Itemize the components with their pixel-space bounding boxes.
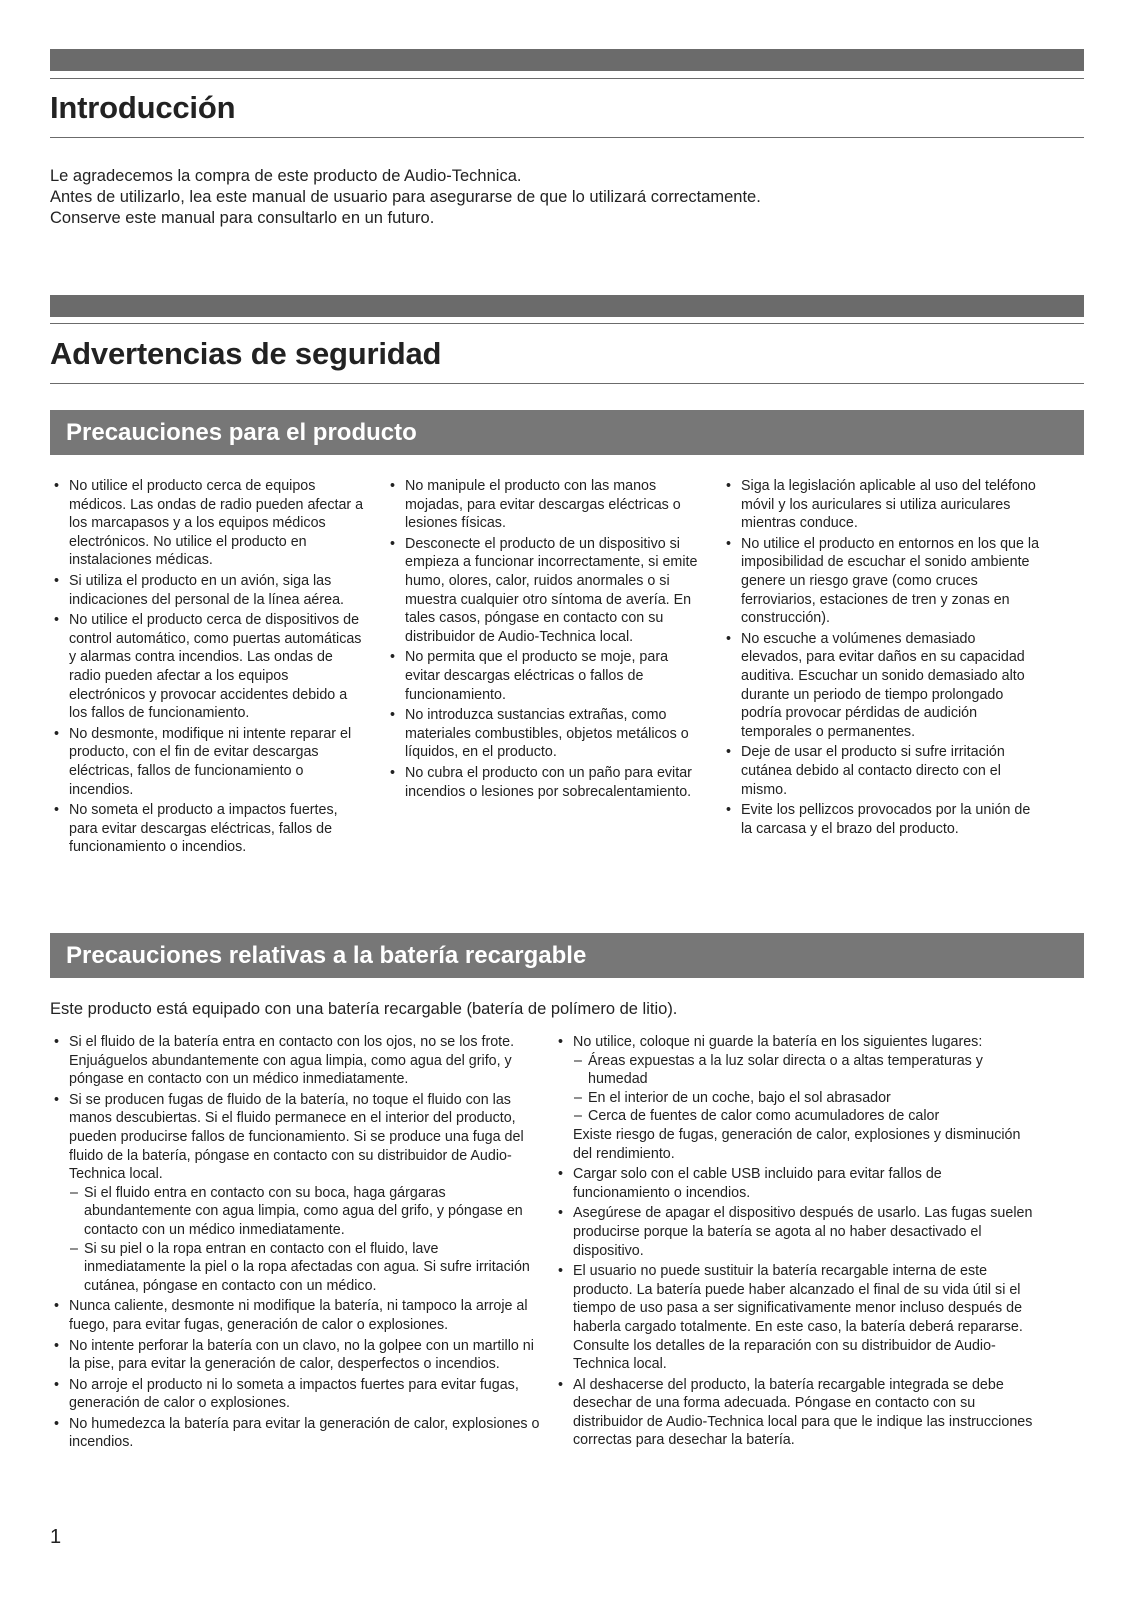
battery-precautions-heading: [50, 933, 1084, 978]
intro-line: Antes de utilizarlo, lea este manual de usuario para asegurarse de que lo utilizará correctamente.: [50, 188, 761, 206]
list-item: • No utilice el producto cerca de equipos médicos. Las ondas de radio pueden afectar a los marcapasos y a los equipos médicos electrónicos. No utilice el producto en instalaciones médicas.: [50, 477, 366, 570]
list-item-text: • Si se producen fugas de fluido de la batería, no toque el fluido con las manos descubiertas. Si el fluido permanece en el interior del producto, pueden producirse fallos de funcionamiento. Si se produce una fuga del fluido de la batería, póngase en contacto con su distribuidor de Audio-Technica local.: [69, 1091, 524, 1183]
list-item: • No arroje el producto ni lo someta a impactos fuertes para evitar fugas, generación de calor o explosiones.: [50, 1376, 540, 1413]
list-item: • Si el fluido de la batería entra en contacto con los ojos, no se los frote. Enjuáguelos abundantemente con agua limpia, como agua del grifo, y póngase en contacto con un médico inmediatamente.: [50, 1033, 540, 1089]
list-item: • No escuche a volúmenes demasiado elevados, para evitar daños en su capacidad auditiva. Escuchar un sonido demasiado alto durante un periodo de tiempo prolongado podría provocar pérdidas de audición temporales o permanentes.: [722, 630, 1040, 742]
sub-list-item: – Si el fluido entra en contacto con su boca, haga gárgaras abundantemente con agua limpia, como agua del grifo, y póngase en contacto con un médico inmediatamente.: [69, 1184, 540, 1240]
intro-header-band: [50, 49, 1084, 71]
battery-col-right: [554, 1033, 1034, 1452]
list-item: • Siga la legislación aplicable al uso del teléfono móvil y los auriculares si utiliza auriculares mientras conduce.: [722, 477, 1040, 533]
intro-text: [50, 166, 1084, 229]
list-item-note: Existe riesgo de fugas, generación de calor, explosiones y disminución del rendimiento.: [573, 1126, 1021, 1162]
safety-top-rule: [50, 323, 1084, 324]
safety-title: Advertencias de seguridad: [50, 336, 442, 371]
list-item: • No utilice el producto cerca de dispositivos de control automático, como puertas automáticas y alarmas contra incendios. Las ondas de radio pueden afectar a los equipos electrónicos y provocar accidentes debido a los fallos de funcionamiento.: [50, 611, 366, 723]
list-item: • Al deshacerse del producto, la batería recargable integrada se debe desechar de una forma adecuada. Póngase en contacto con su distribuidor de Audio-Technica local para que le indique las instrucciones correctas para desechar la batería.: [554, 1376, 1034, 1450]
intro-line: Conserve este manual para consultarlo en un futuro.: [50, 209, 435, 227]
intro-line: Le agradecemos la compra de este producto de Audio-Technica.: [50, 167, 522, 185]
list-item: • No humedezca la batería para evitar la generación de calor, explosiones o incendios.: [50, 1415, 540, 1452]
product-col-2: [386, 477, 704, 803]
list-item: • Asegúrese de apagar el dispositivo después de usarlo. Las fugas suelen producirse porque la batería se agota al no haber desactivado el dispositivo.: [554, 1204, 1034, 1260]
list-item: • No utilice el producto en entornos en los que la imposibilidad de escuchar el sonido ambiente genere un riesgo grave (como cruces ferroviarios, estaciones de tren y zonas en construcción).: [722, 535, 1040, 628]
list-item: • Cargar solo con el cable USB incluido para evitar fallos de funcionamiento o incendios.: [554, 1165, 1034, 1202]
product-precautions-heading-text: Precauciones para el producto: [66, 418, 417, 446]
list-item: • No intente perforar la batería con un clavo, no la golpee con un martillo ni la pise, para evitar la generación de calor, desperfectos o incendios.: [50, 1337, 540, 1374]
list-item: [554, 1033, 1034, 1163]
product-col-1: [50, 477, 366, 859]
list-item: • No someta el producto a impactos fuertes, para evitar descargas eléctricas, fallos de funcionamiento o incendios.: [50, 801, 366, 857]
list-item: • Nunca caliente, desmonte ni modifique la batería, ni tampoco la arroje al fuego, para evitar fugas, generación de calor o explosiones.: [50, 1297, 540, 1334]
sub-list-item: – Áreas expuestas a la luz solar directa o a altas temperaturas y humedad: [573, 1052, 1034, 1089]
safety-bottom-rule: [50, 383, 1084, 384]
sub-list-item: – Cerca de fuentes de calor como acumuladores de calor: [573, 1107, 1034, 1126]
battery-precautions-heading-text: Precauciones relativas a la batería recargable: [66, 941, 587, 969]
list-item: • Deje de usar el producto si sufre irritación cutánea debido al contacto directo con el mismo.: [722, 743, 1040, 799]
list-item: • No permita que el producto se moje, para evitar descargas eléctricas o fallos de funcionamiento.: [386, 648, 704, 704]
list-item-text: • No utilice, coloque ni guarde la batería en los siguientes lugares:: [573, 1034, 983, 1050]
list-item: • No desmonte, modifique ni intente reparar el producto, con el fin de evitar descargas eléctricas, fallos de funcionamiento o incendios.: [50, 725, 366, 799]
list-item: • Si utiliza el producto en un avión, siga las indicaciones del personal de la línea aérea.: [50, 572, 366, 609]
sub-list-item: – En el interior de un coche, bajo el sol abrasador: [573, 1089, 1034, 1108]
product-precautions-heading: [50, 410, 1084, 455]
product-col-3: [722, 477, 1040, 840]
list-item: • No introduzca sustancias extrañas, como materiales combustibles, objetos metálicos o líquidos, en el producto.: [386, 706, 704, 762]
safety-header-band: [50, 295, 1084, 317]
battery-col-left: [50, 1033, 540, 1454]
list-item: • No manipule el producto con las manos mojadas, para evitar descargas eléctricas o lesiones físicas.: [386, 477, 704, 533]
intro-bottom-rule: [50, 137, 1084, 138]
sub-list-item: – Si su piel o la ropa entran en contacto con el fluido, lave inmediatamente la piel o la ropa afectadas con agua. Si sufre irritación cutánea, póngase en contacto con un médico.: [69, 1240, 540, 1296]
list-item: • Evite los pellizcos provocados por la unión de la carcasa y el brazo del producto.: [722, 801, 1040, 838]
list-item: • El usuario no puede sustituir la batería recargable interna de este producto. La batería puede haber alcanzado el final de su vida útil si el tiempo de uso pasa a ser significativamente menor incluso después de haberla cargado totalmente. En este caso, la batería deberá repararse. Consulte los detalles de la reparación con su distribuidor de Audio-Technica local.: [554, 1262, 1034, 1374]
list-item: • No cubra el producto con un paño para evitar incendios o lesiones por sobrecalentamiento.: [386, 764, 704, 801]
list-item: [50, 1091, 540, 1296]
battery-intro: Este producto está equipado con una batería recargable (batería de polímero de litio).: [50, 1000, 678, 1018]
list-item: • Desconecte el producto de un dispositivo si empieza a funcionar incorrectamente, si emite humo, olores, calor, ruidos anormales o si muestra cualquier otro síntoma de avería. En tales casos, póngase en contacto con su distribuidor de Audio-Technica local.: [386, 535, 704, 647]
page-number: 1: [50, 1526, 62, 1548]
intro-top-rule: [50, 78, 1084, 79]
intro-title: Introducción: [50, 90, 236, 125]
